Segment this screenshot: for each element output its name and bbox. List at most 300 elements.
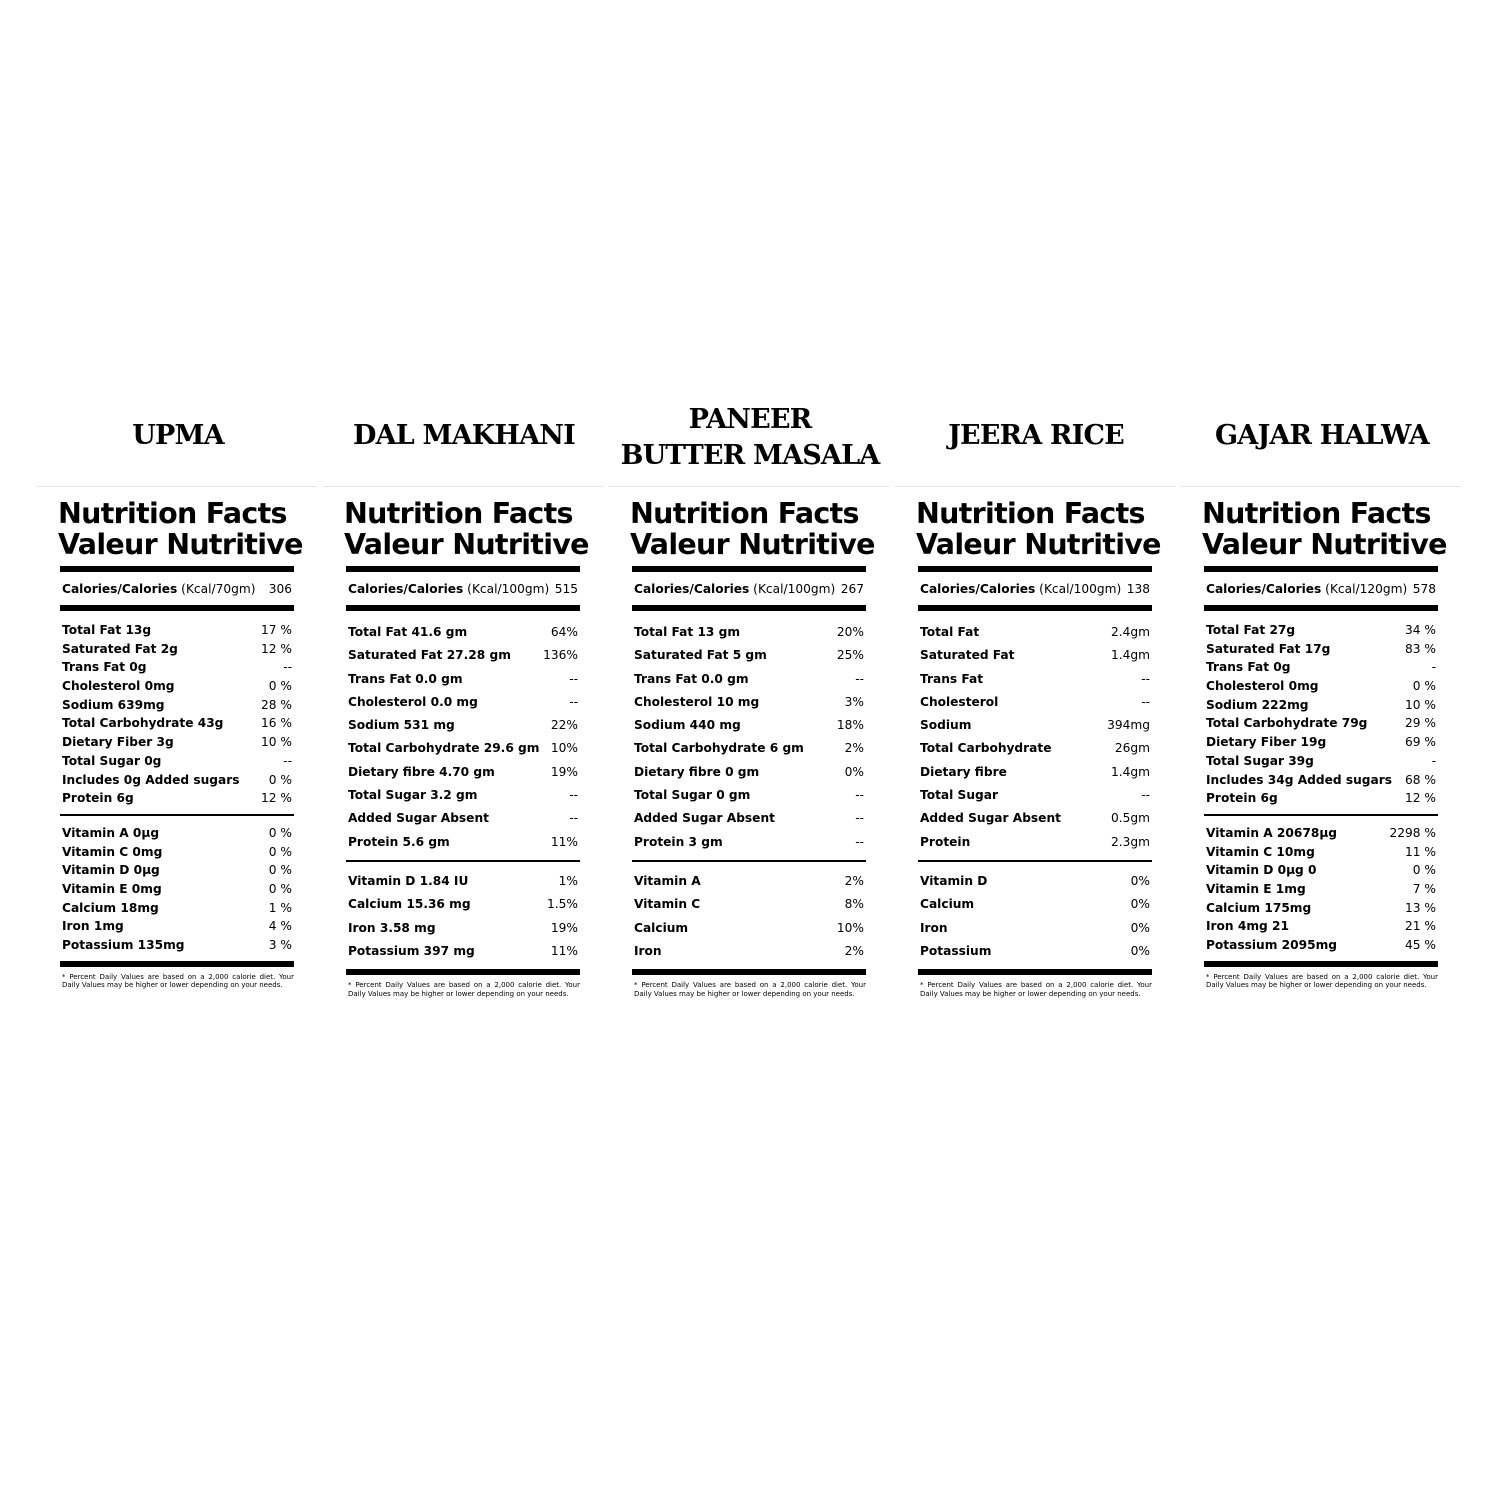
nutrient-row	[348, 784, 578, 807]
calories-unit: (Kcal/100gm)	[463, 581, 550, 596]
title-separator	[37, 486, 317, 487]
nutrient-value: 17 %	[261, 623, 292, 637]
thin-divider	[632, 860, 866, 862]
nutrient-name: Protein 3 gm	[634, 834, 723, 849]
vitamin-row	[1206, 861, 1436, 880]
title-separator	[895, 486, 1175, 487]
nutrient-value: 0.5gm	[1111, 811, 1150, 826]
vitamin-name: Calcium 175mg	[1206, 900, 1312, 915]
nutrient-row	[634, 714, 864, 737]
title-separator	[323, 486, 603, 487]
nutrient-row	[1206, 658, 1436, 677]
vitamin-value: 0 %	[268, 844, 292, 859]
nutrient-name: Trans Fat 0.0 gm	[348, 671, 463, 686]
nutrient-value: 2.4gm	[1111, 625, 1150, 639]
calories-value: 138	[1126, 581, 1150, 596]
vitamin-row	[62, 899, 292, 918]
nutrient-name: Total Sugar 0g	[62, 753, 162, 768]
vitamin-name: Calcium 15.36 mg	[348, 897, 471, 912]
vitamin-name: Potassium 135mg	[62, 938, 185, 952]
nutrient-row	[920, 714, 1150, 737]
nutrient-value: 12 %	[261, 641, 292, 656]
nutrient-row	[62, 733, 292, 752]
nutrient-value: --	[855, 811, 864, 826]
vitamin-name: Vitamin C 0mg	[62, 844, 163, 859]
vitamin-row	[348, 940, 578, 963]
daily-value-footnote: * Percent Daily Values are based on a 2,000 calorie diet. Your Daily Values may be higher or lower depending on your needs.	[348, 981, 580, 998]
nutrient-value: --	[569, 788, 578, 803]
nutrient-name: Sodium 531 mg	[348, 718, 455, 733]
calories-value: 306	[268, 581, 292, 596]
vitamin-value: 8%	[844, 897, 864, 912]
calories-row	[632, 572, 866, 605]
nutrient-value: --	[569, 811, 578, 826]
nutrition-facts-heading: Nutrition Facts	[1202, 497, 1431, 530]
vitamin-value: 0%	[1130, 943, 1150, 958]
nutrient-value: --	[1141, 671, 1150, 686]
vitamin-value: 3 %	[268, 938, 292, 952]
vitamin-name: Vitamin A 0µg	[62, 825, 160, 840]
thin-divider	[1204, 814, 1438, 816]
vitamin-name: Calcium	[920, 897, 975, 912]
vitamin-list	[346, 870, 580, 963]
nutrient-row	[1206, 771, 1436, 790]
nutrient-name: Includes 34g Added sugars	[1206, 772, 1392, 787]
nutrient-row	[1206, 752, 1436, 771]
calories-unit: (Kcal/100gm)	[1035, 581, 1122, 596]
vitamin-list	[918, 870, 1152, 963]
nutrient-value: --	[855, 834, 864, 849]
nutrient-value: 64%	[550, 625, 578, 639]
nutrient-name: Trans Fat 0g	[62, 660, 147, 675]
vitamin-row	[62, 861, 292, 880]
daily-value-footnote: * Percent Daily Values are based on a 2,000 calorie diet. Your Daily Values may be higher or lower depending on your needs.	[1206, 972, 1438, 990]
nutrient-row	[1206, 733, 1436, 752]
nutrient-value: 28 %	[261, 697, 292, 712]
nutrient-name: Includes 0g Added sugars	[62, 772, 240, 787]
vitamin-row	[920, 893, 1150, 916]
vitamin-value: 0%	[1130, 920, 1150, 935]
nutrient-value: 29 %	[1405, 716, 1436, 731]
vitamin-name: Vitamin D 0µg	[62, 863, 160, 878]
vitamin-name: Vitamin A	[634, 873, 701, 888]
nutrient-row	[920, 644, 1150, 667]
vitamin-value: 21 %	[1405, 919, 1436, 934]
nutrient-name: Sodium 440 mg	[634, 718, 741, 733]
thick-divider	[60, 605, 294, 611]
vitamin-name: Vitamin C 10mg	[1206, 844, 1315, 859]
nutrient-name: Dietary fibre 4.70 gm	[348, 764, 495, 779]
nutrient-row	[634, 644, 864, 667]
nutrient-name: Saturated Fat	[920, 648, 1015, 663]
nutrient-name: Cholesterol	[920, 694, 999, 709]
vitamin-row	[62, 880, 292, 899]
nutrient-name: Total Carbohydrate 79g	[1206, 716, 1368, 731]
vitamin-value: 2%	[844, 943, 864, 958]
nutrient-name: Total Carbohydrate	[920, 741, 1052, 756]
product-title	[1179, 418, 1465, 454]
calories-row	[346, 572, 580, 605]
nutrient-value: 12 %	[1405, 791, 1436, 806]
nutrition-facts-heading: Nutrition Facts	[916, 497, 1145, 530]
nutrient-name: Total Carbohydrate 6 gm	[634, 741, 804, 756]
vitamin-value: 7 %	[1412, 881, 1436, 896]
nutrient-row	[348, 831, 578, 854]
vitamin-value: 11%	[550, 943, 578, 958]
nutrient-row	[62, 640, 292, 659]
vitamin-row	[1206, 880, 1436, 899]
nutrient-list	[918, 621, 1152, 854]
vitamin-name: Calcium	[634, 920, 689, 935]
title-separator	[1181, 486, 1461, 487]
nutrient-name: Total Fat 13 gm	[634, 625, 741, 639]
nutrient-name: Trans Fat	[920, 671, 984, 686]
nutrient-row	[1206, 640, 1436, 659]
nutrient-row	[634, 668, 864, 691]
nutrient-name: Dietary fibre	[920, 764, 1007, 779]
thick-divider	[918, 605, 1152, 611]
nutrient-row	[62, 789, 292, 808]
nutrient-row	[62, 658, 292, 677]
nutrient-value: 10%	[550, 741, 578, 756]
nutrient-value: 83 %	[1405, 641, 1436, 656]
nutrient-row	[62, 771, 292, 790]
nutrient-name: Saturated Fat 27.28 gm	[348, 648, 511, 663]
vitamin-value: 0%	[1130, 897, 1150, 912]
thick-divider	[632, 969, 866, 975]
vitamin-value: 2%	[844, 873, 864, 888]
nutrient-value: 19%	[550, 764, 578, 779]
vitamin-row	[62, 824, 292, 843]
nutrient-row	[920, 807, 1150, 830]
nutrition-label-body	[344, 497, 589, 998]
vitamin-name: Vitamin D	[920, 873, 988, 888]
nutrient-row	[62, 714, 292, 733]
nutrient-name: Added Sugar Absent	[348, 811, 489, 826]
nutrient-row	[634, 831, 864, 854]
vitamin-name: Iron 3.58 mg	[348, 920, 436, 935]
nutrient-name: Total Sugar 39g	[1206, 753, 1314, 768]
nutrient-value: 16 %	[261, 716, 292, 731]
nutrient-row	[634, 784, 864, 807]
nutrient-value: 0 %	[268, 679, 292, 694]
nutrition-facts-heading: Nutrition Facts	[58, 497, 287, 530]
vitamin-value: 0 %	[1412, 863, 1436, 878]
calories-label	[1206, 582, 1407, 596]
nutrient-name: Cholesterol 0mg	[1206, 679, 1319, 694]
nutrient-row	[348, 807, 578, 830]
calories-value: 578	[1412, 581, 1436, 596]
nutrient-name: Total Fat	[920, 625, 980, 639]
vitamin-value: 0 %	[268, 825, 292, 840]
calories-unit: (Kcal/120gm)	[1321, 581, 1408, 596]
nutrient-row	[634, 807, 864, 830]
vitamin-value: 1%	[558, 873, 578, 888]
product-title-line: UPMA	[132, 420, 224, 451]
nutrient-value: --	[569, 671, 578, 686]
vitamin-row	[634, 870, 864, 893]
vitamin-row	[1206, 917, 1436, 936]
nutrient-value: 2%	[844, 741, 864, 756]
nutrient-name: Total Fat 41.6 gm	[348, 625, 468, 639]
nutrient-row	[62, 621, 292, 640]
nutrient-value: 34 %	[1405, 623, 1436, 637]
nutrient-value: 1.4gm	[1111, 648, 1150, 663]
nutrient-name: Total Sugar 0 gm	[634, 788, 751, 803]
calories-label-text: Calories/Calories	[920, 581, 1036, 596]
nutrient-row	[62, 696, 292, 715]
vitamin-value: 0 %	[268, 881, 292, 896]
nutrient-name: Protein 6g	[1206, 791, 1278, 806]
vitamin-value: 0%	[1130, 873, 1150, 888]
vitamin-row	[920, 940, 1150, 963]
valeur-nutritive-heading: Valeur Nutritive	[1202, 528, 1447, 561]
nutrition-label-body	[630, 497, 875, 998]
vitamin-row	[62, 843, 292, 862]
vitamin-name: Iron 1mg	[62, 919, 124, 934]
product-title-line: JEERA RICE	[948, 420, 1124, 451]
nutrient-name: Protein 6g	[62, 791, 134, 806]
vitamin-row	[348, 917, 578, 940]
nutrient-list	[1204, 621, 1438, 808]
nutrient-value: --	[283, 660, 292, 675]
nutrient-name: Total Fat 27g	[1206, 623, 1296, 637]
vitamin-list	[1204, 824, 1438, 955]
nutrient-name: Saturated Fat 17g	[1206, 641, 1331, 656]
nutrition-label-body	[1202, 497, 1447, 990]
valeur-nutritive-heading: Valeur Nutritive	[58, 528, 303, 561]
nutrient-row	[920, 691, 1150, 714]
calories-label	[920, 582, 1121, 596]
nutrient-value: --	[855, 671, 864, 686]
title-separator	[609, 486, 889, 487]
nutrient-name: Total Sugar	[920, 788, 998, 803]
calories-label-text: Calories/Calories	[62, 581, 178, 596]
calories-label-text: Calories/Calories	[634, 581, 750, 596]
nutrient-value: 22%	[550, 718, 578, 733]
vitamin-name: Iron	[634, 943, 662, 958]
vitamin-row	[920, 917, 1150, 940]
vitamin-row	[1206, 824, 1436, 843]
nutrient-value: 2.3gm	[1111, 834, 1150, 849]
daily-value-footnote: * Percent Daily Values are based on a 2,000 calorie diet. Your Daily Values may be higher or lower depending on your needs.	[62, 972, 294, 990]
calories-unit: (Kcal/100gm)	[749, 581, 836, 596]
calories-row	[60, 572, 294, 605]
valeur-nutritive-heading: Valeur Nutritive	[344, 528, 589, 561]
nutrient-value: --	[283, 753, 292, 768]
product-title	[35, 418, 321, 454]
nutrient-row	[348, 644, 578, 667]
nutrient-value: 20%	[836, 625, 864, 639]
nutrient-name: Total Fat 13g	[62, 623, 152, 637]
calories-label	[348, 582, 549, 596]
nutrient-row	[920, 831, 1150, 854]
nutrient-row	[920, 668, 1150, 691]
calories-value: 515	[554, 581, 578, 596]
nutrient-value: 25%	[836, 648, 864, 663]
nutrition-facts-heading: Nutrition Facts	[344, 497, 573, 530]
vitamin-row	[634, 940, 864, 963]
daily-value-footnote: * Percent Daily Values are based on a 2,000 calorie diet. Your Daily Values may be higher or lower depending on your needs.	[920, 981, 1152, 998]
nutrient-name: Sodium 639mg	[62, 697, 165, 712]
vitamin-list	[632, 870, 866, 963]
vitamin-row	[634, 917, 864, 940]
nutrient-name: Cholesterol 0mg	[62, 679, 175, 694]
nutrient-name: Total Carbohydrate 29.6 gm	[348, 741, 540, 756]
nutrient-name: Cholesterol 10 mg	[634, 694, 760, 709]
calories-label-text: Calories/Calories	[1206, 581, 1322, 596]
vitamin-value: 13 %	[1405, 900, 1436, 915]
product-title-line: DAL MAKHANI	[352, 420, 576, 451]
vitamin-value: 1 %	[268, 900, 292, 915]
nutrient-row	[920, 761, 1150, 784]
nutrient-row	[62, 677, 292, 696]
vitamin-name: Vitamin D 1.84 IU	[348, 873, 469, 888]
vitamin-value: 10%	[836, 920, 864, 935]
nutrient-name: Total Sugar 3.2 gm	[348, 788, 478, 803]
nutrient-value: 12 %	[261, 791, 292, 806]
thin-divider	[60, 814, 294, 816]
thick-divider	[918, 969, 1152, 975]
nutrient-row	[634, 621, 864, 644]
nutrient-list	[60, 621, 294, 808]
vitamin-name: Potassium 397 mg	[348, 943, 475, 958]
nutrient-value: 0 %	[268, 772, 292, 787]
calories-label-text: Calories/Calories	[348, 581, 464, 596]
nutrient-value: 11%	[550, 834, 578, 849]
vitamin-row	[634, 893, 864, 916]
nutrient-row	[634, 761, 864, 784]
nutrient-row	[1206, 696, 1436, 715]
nutrient-value: 0%	[844, 764, 864, 779]
vitamin-row	[1206, 843, 1436, 862]
vitamin-name: Vitamin D 0µg 0	[1206, 863, 1317, 878]
nutrient-row	[62, 752, 292, 771]
nutrient-name: Dietary fibre 0 gm	[634, 764, 760, 779]
calories-value: 267	[840, 581, 864, 596]
nutrient-value: 10 %	[1405, 697, 1436, 712]
product-title-line: GAJAR HALWA	[1215, 420, 1429, 451]
vitamin-name: Potassium	[920, 943, 992, 958]
vitamin-row	[920, 870, 1150, 893]
nutrient-list	[632, 621, 866, 854]
vitamin-value: 1.5%	[547, 897, 578, 912]
thin-divider	[918, 860, 1152, 862]
nutrient-row	[634, 691, 864, 714]
calories-label	[634, 582, 835, 596]
vitamin-value: 4 %	[268, 919, 292, 934]
vitamin-value: 11 %	[1405, 844, 1436, 859]
product-title	[607, 402, 893, 474]
vitamin-row	[348, 870, 578, 893]
calories-unit: (Kcal/70gm)	[177, 581, 256, 596]
valeur-nutritive-heading: Valeur Nutritive	[630, 528, 875, 561]
nutrient-row	[634, 737, 864, 760]
thin-divider	[346, 860, 580, 862]
vitamin-name: Calcium 18mg	[62, 900, 159, 915]
vitamin-name: Vitamin E 0mg	[62, 881, 162, 896]
nutrient-name: Added Sugar Absent	[920, 811, 1061, 826]
nutrient-row	[920, 784, 1150, 807]
nutrient-name: Sodium 222mg	[1206, 697, 1309, 712]
vitamin-row	[1206, 936, 1436, 955]
nutrient-row	[1206, 789, 1436, 808]
nutrient-name: Added Sugar Absent	[634, 811, 775, 826]
nutrient-value: 0 %	[1412, 679, 1436, 694]
nutrient-name: Total Carbohydrate 43g	[62, 716, 224, 731]
nutrient-list	[346, 621, 580, 854]
nutrient-name: Cholesterol 0.0 mg	[348, 694, 478, 709]
nutrient-value: 10 %	[261, 735, 292, 750]
nutrient-name: Trans Fat 0.0 gm	[634, 671, 749, 686]
nutrient-value: 68 %	[1405, 772, 1436, 787]
daily-value-footnote: * Percent Daily Values are based on a 2,000 calorie diet. Your Daily Values may be higher or lower depending on your needs.	[634, 981, 866, 998]
vitamin-name: Iron 4mg 21	[1206, 919, 1289, 934]
thick-divider	[60, 961, 294, 967]
thick-divider	[632, 605, 866, 611]
nutrient-name: Saturated Fat 2g	[62, 641, 178, 656]
nutrient-row	[348, 761, 578, 784]
vitamin-row	[62, 917, 292, 936]
nutrient-value: 26gm	[1114, 741, 1150, 756]
valeur-nutritive-heading: Valeur Nutritive	[916, 528, 1161, 561]
nutrient-name: Protein 5.6 gm	[348, 834, 450, 849]
nutrient-row	[348, 737, 578, 760]
nutrient-row	[920, 621, 1150, 644]
product-title-line: BUTTER MASALA	[620, 440, 880, 471]
nutrient-value: 69 %	[1405, 735, 1436, 750]
nutrient-name: Protein	[920, 834, 971, 849]
product-title	[321, 418, 607, 454]
nutrient-value: 3%	[844, 694, 864, 709]
vitamin-name: Vitamin C	[634, 897, 701, 912]
nutrient-value: --	[1141, 788, 1150, 803]
nutrient-row	[1206, 621, 1436, 640]
nutrient-row	[348, 621, 578, 644]
nutrient-name: Trans Fat 0g	[1206, 660, 1291, 675]
vitamin-name: Potassium 2095mg	[1206, 938, 1338, 952]
nutrient-value: 136%	[543, 648, 578, 663]
nutrient-name: Saturated Fat 5 gm	[634, 648, 767, 663]
nutrient-value: --	[855, 788, 864, 803]
nutrient-name: Dietary Fiber 3g	[62, 735, 174, 750]
nutrient-value: 1.4gm	[1111, 764, 1150, 779]
vitamin-row	[62, 936, 292, 955]
product-title-line: PANEER	[688, 404, 812, 435]
nutrient-name: Dietary Fiber 19g	[1206, 735, 1327, 750]
thick-divider	[1204, 605, 1438, 611]
nutrient-value: 18%	[836, 718, 864, 733]
thick-divider	[346, 969, 580, 975]
nutrient-row	[920, 737, 1150, 760]
vitamin-name: Iron	[920, 920, 948, 935]
nutrition-label-body	[916, 497, 1161, 998]
nutrient-row	[1206, 677, 1436, 696]
vitamin-value: 45 %	[1405, 938, 1436, 952]
nutrient-value: --	[569, 694, 578, 709]
vitamin-name: Vitamin E 1mg	[1206, 881, 1306, 896]
nutrient-value: -	[1431, 753, 1436, 768]
nutrient-value: -	[1431, 660, 1436, 675]
nutrient-row	[348, 668, 578, 691]
vitamin-value: 0 %	[268, 863, 292, 878]
vitamin-value: 2298 %	[1389, 825, 1436, 840]
product-title	[893, 418, 1179, 454]
thick-divider	[1204, 961, 1438, 967]
vitamin-row	[1206, 899, 1436, 918]
nutrient-value: --	[1141, 694, 1150, 709]
nutrient-row	[348, 691, 578, 714]
